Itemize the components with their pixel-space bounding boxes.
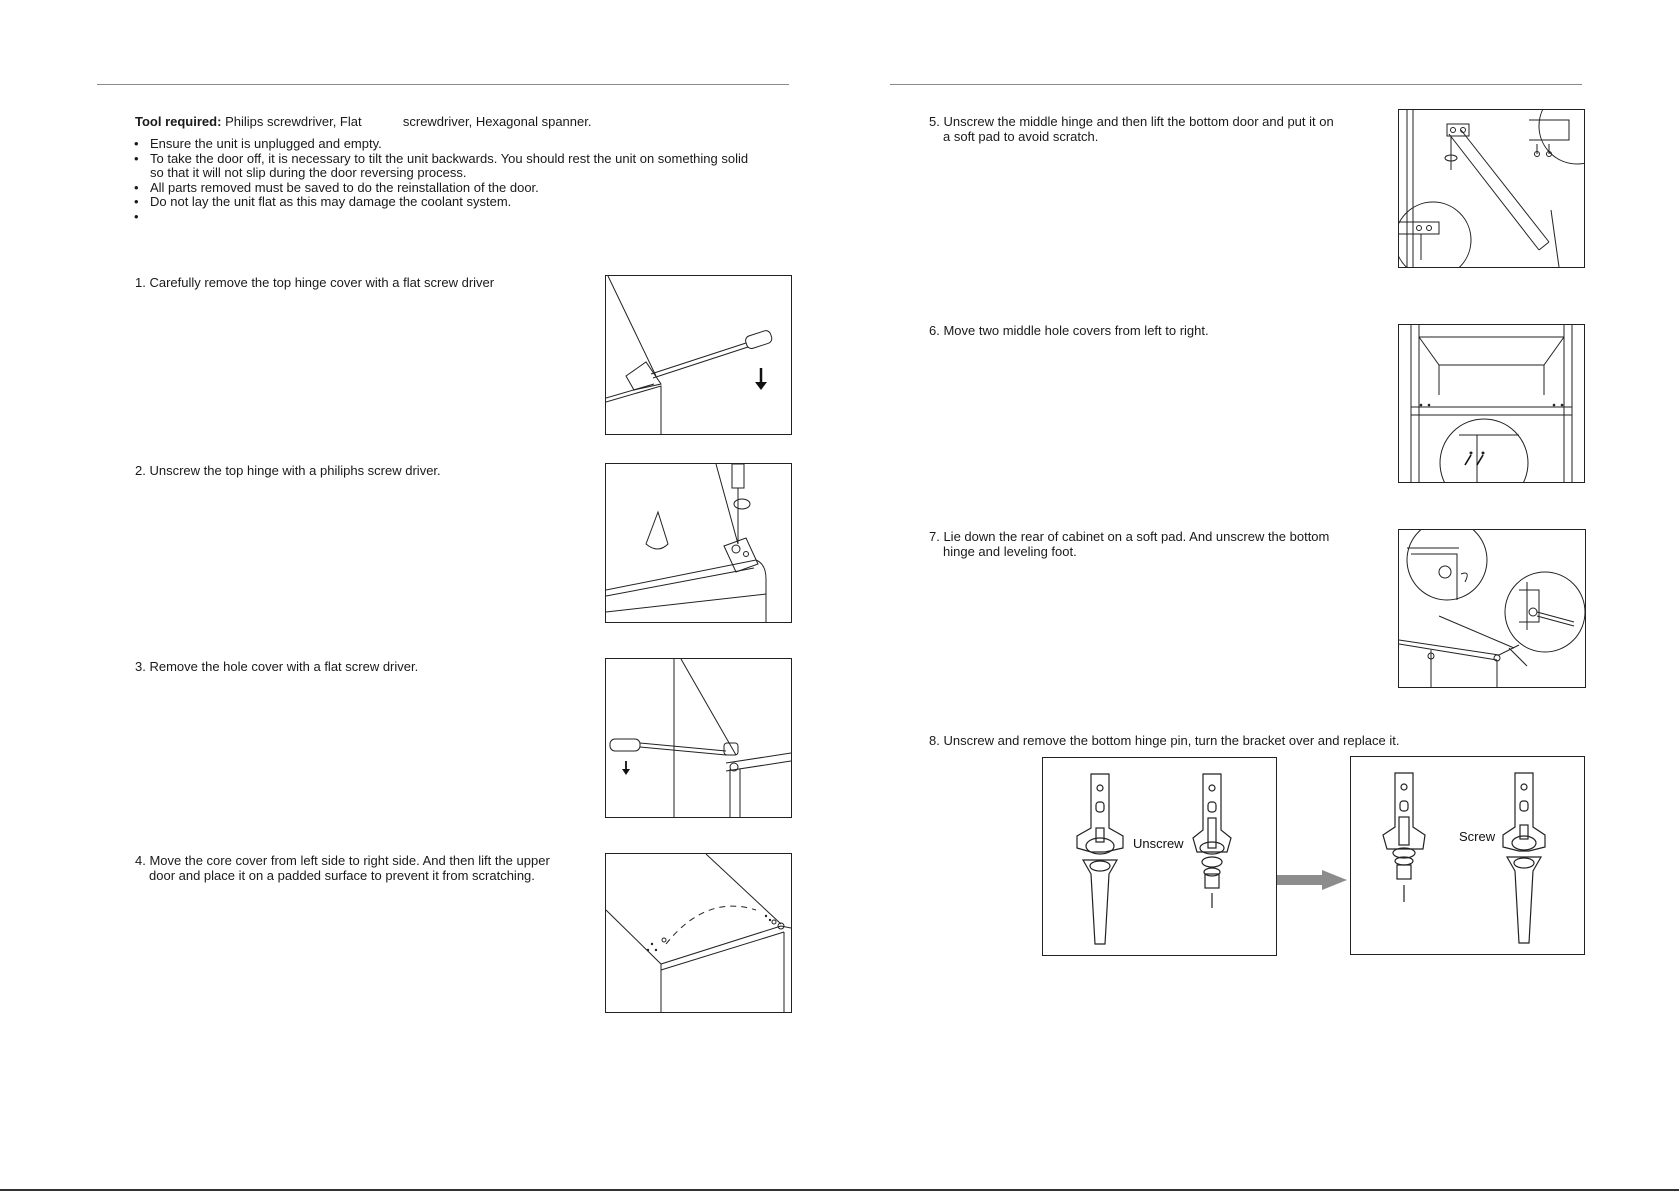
hole-cover-illustration	[606, 659, 791, 817]
step-4-figure	[605, 853, 792, 1013]
tool-required	[135, 114, 591, 129]
hole-covers-illustration	[1399, 325, 1584, 482]
step-3-text: 3. Remove the hole cover with a flat screw driver.	[135, 659, 419, 674]
top-hinge-illustration	[606, 464, 791, 622]
step-4-text	[135, 853, 550, 883]
step-3-figure	[605, 658, 792, 818]
page-bottom-rule	[0, 1189, 1679, 1191]
precaution-list: • Ensure the unit is unplugged and empty. • To take the door off, it is necessary to tilt the unit backwards. You should rest the unit on something solid so that it will not slip during the door reversing process. • All parts removed must be saved to do the reinstallation of the door. • Do not lay the unit flat as this may damage the coolant system. •	[134, 136, 749, 224]
hinge-cover-illustration	[606, 276, 791, 434]
tool-required-label: Tool required:	[135, 114, 222, 129]
step-7-text	[929, 529, 1329, 559]
middle-hinge-illustration	[1399, 110, 1584, 267]
step-8-figure-screw	[1350, 756, 1585, 955]
left-header-rule	[97, 84, 789, 85]
step-8-figure-unscrew	[1042, 757, 1277, 956]
step-6-figure	[1398, 324, 1585, 483]
step-8-text: 8. Unscrew and remove the bottom hinge pin, turn the bracket over and replace it.	[929, 733, 1400, 748]
step-5-line-2: a soft pad to avoid scratch.	[943, 129, 1099, 144]
step-7-line-1: 7. Lie down the rear of cabinet on a soft pad. And unscrew the bottom	[929, 529, 1330, 544]
step-4-line-1: 4. Move the core cover from left side to right side. And then lift the upper	[135, 853, 550, 868]
list-item: • Do not lay the unit flat as this may damage the coolant system.	[134, 194, 512, 209]
screw-bracket-illustration	[1351, 757, 1584, 954]
step-5-text	[929, 114, 1334, 144]
down-arrow-icon	[755, 368, 767, 390]
screw-label: Screw	[1459, 829, 1496, 844]
step-5-figure	[1398, 109, 1585, 268]
right-arrow-icon	[1277, 870, 1347, 890]
step-2-figure	[605, 463, 792, 623]
step-5-line-1: 5. Unscrew the middle hinge and then lift the bottom door and put it on	[929, 114, 1334, 129]
list-item: • All parts removed must be saved to do the reinstallation of the door.	[134, 179, 539, 195]
bottom-hinge-illustration	[1399, 530, 1585, 687]
tool-required-text-b: screwdriver, Hexagonal spanner.	[402, 114, 592, 129]
list-item: • To take the door off, it is necessary to tilt the unit backwards. You should rest the unit on something solid	[134, 150, 749, 166]
step-7-line-2: hinge and leveling foot.	[943, 544, 1077, 559]
tool-required-text-a: Philips screwdriver, Flat	[225, 114, 362, 129]
unscrew-label: Unscrew	[1133, 836, 1184, 851]
step-6-text: 6. Move two middle hole covers from left to right.	[929, 323, 1209, 338]
right-header-rule	[890, 84, 1582, 85]
step-4-line-2: door and place it on a padded surface to prevent it from scratching.	[149, 868, 535, 883]
step-1-text: 1. Carefully remove the top hinge cover with a flat screw driver	[135, 275, 495, 290]
list-item-continued: so that it will not slip during the door reversing process.	[150, 165, 467, 180]
step-2-text: 2. Unscrew the top hinge with a philiphs screw driver.	[135, 463, 441, 478]
step-1-figure	[605, 275, 792, 435]
down-arrow-icon	[622, 761, 630, 775]
arrow-icon	[1465, 455, 1483, 465]
core-cover-illustration	[606, 854, 791, 1012]
list-item: • Ensure the unit is unplugged and empty.	[134, 136, 382, 151]
unscrew-bracket-illustration	[1043, 758, 1276, 955]
step-7-figure	[1398, 529, 1586, 688]
